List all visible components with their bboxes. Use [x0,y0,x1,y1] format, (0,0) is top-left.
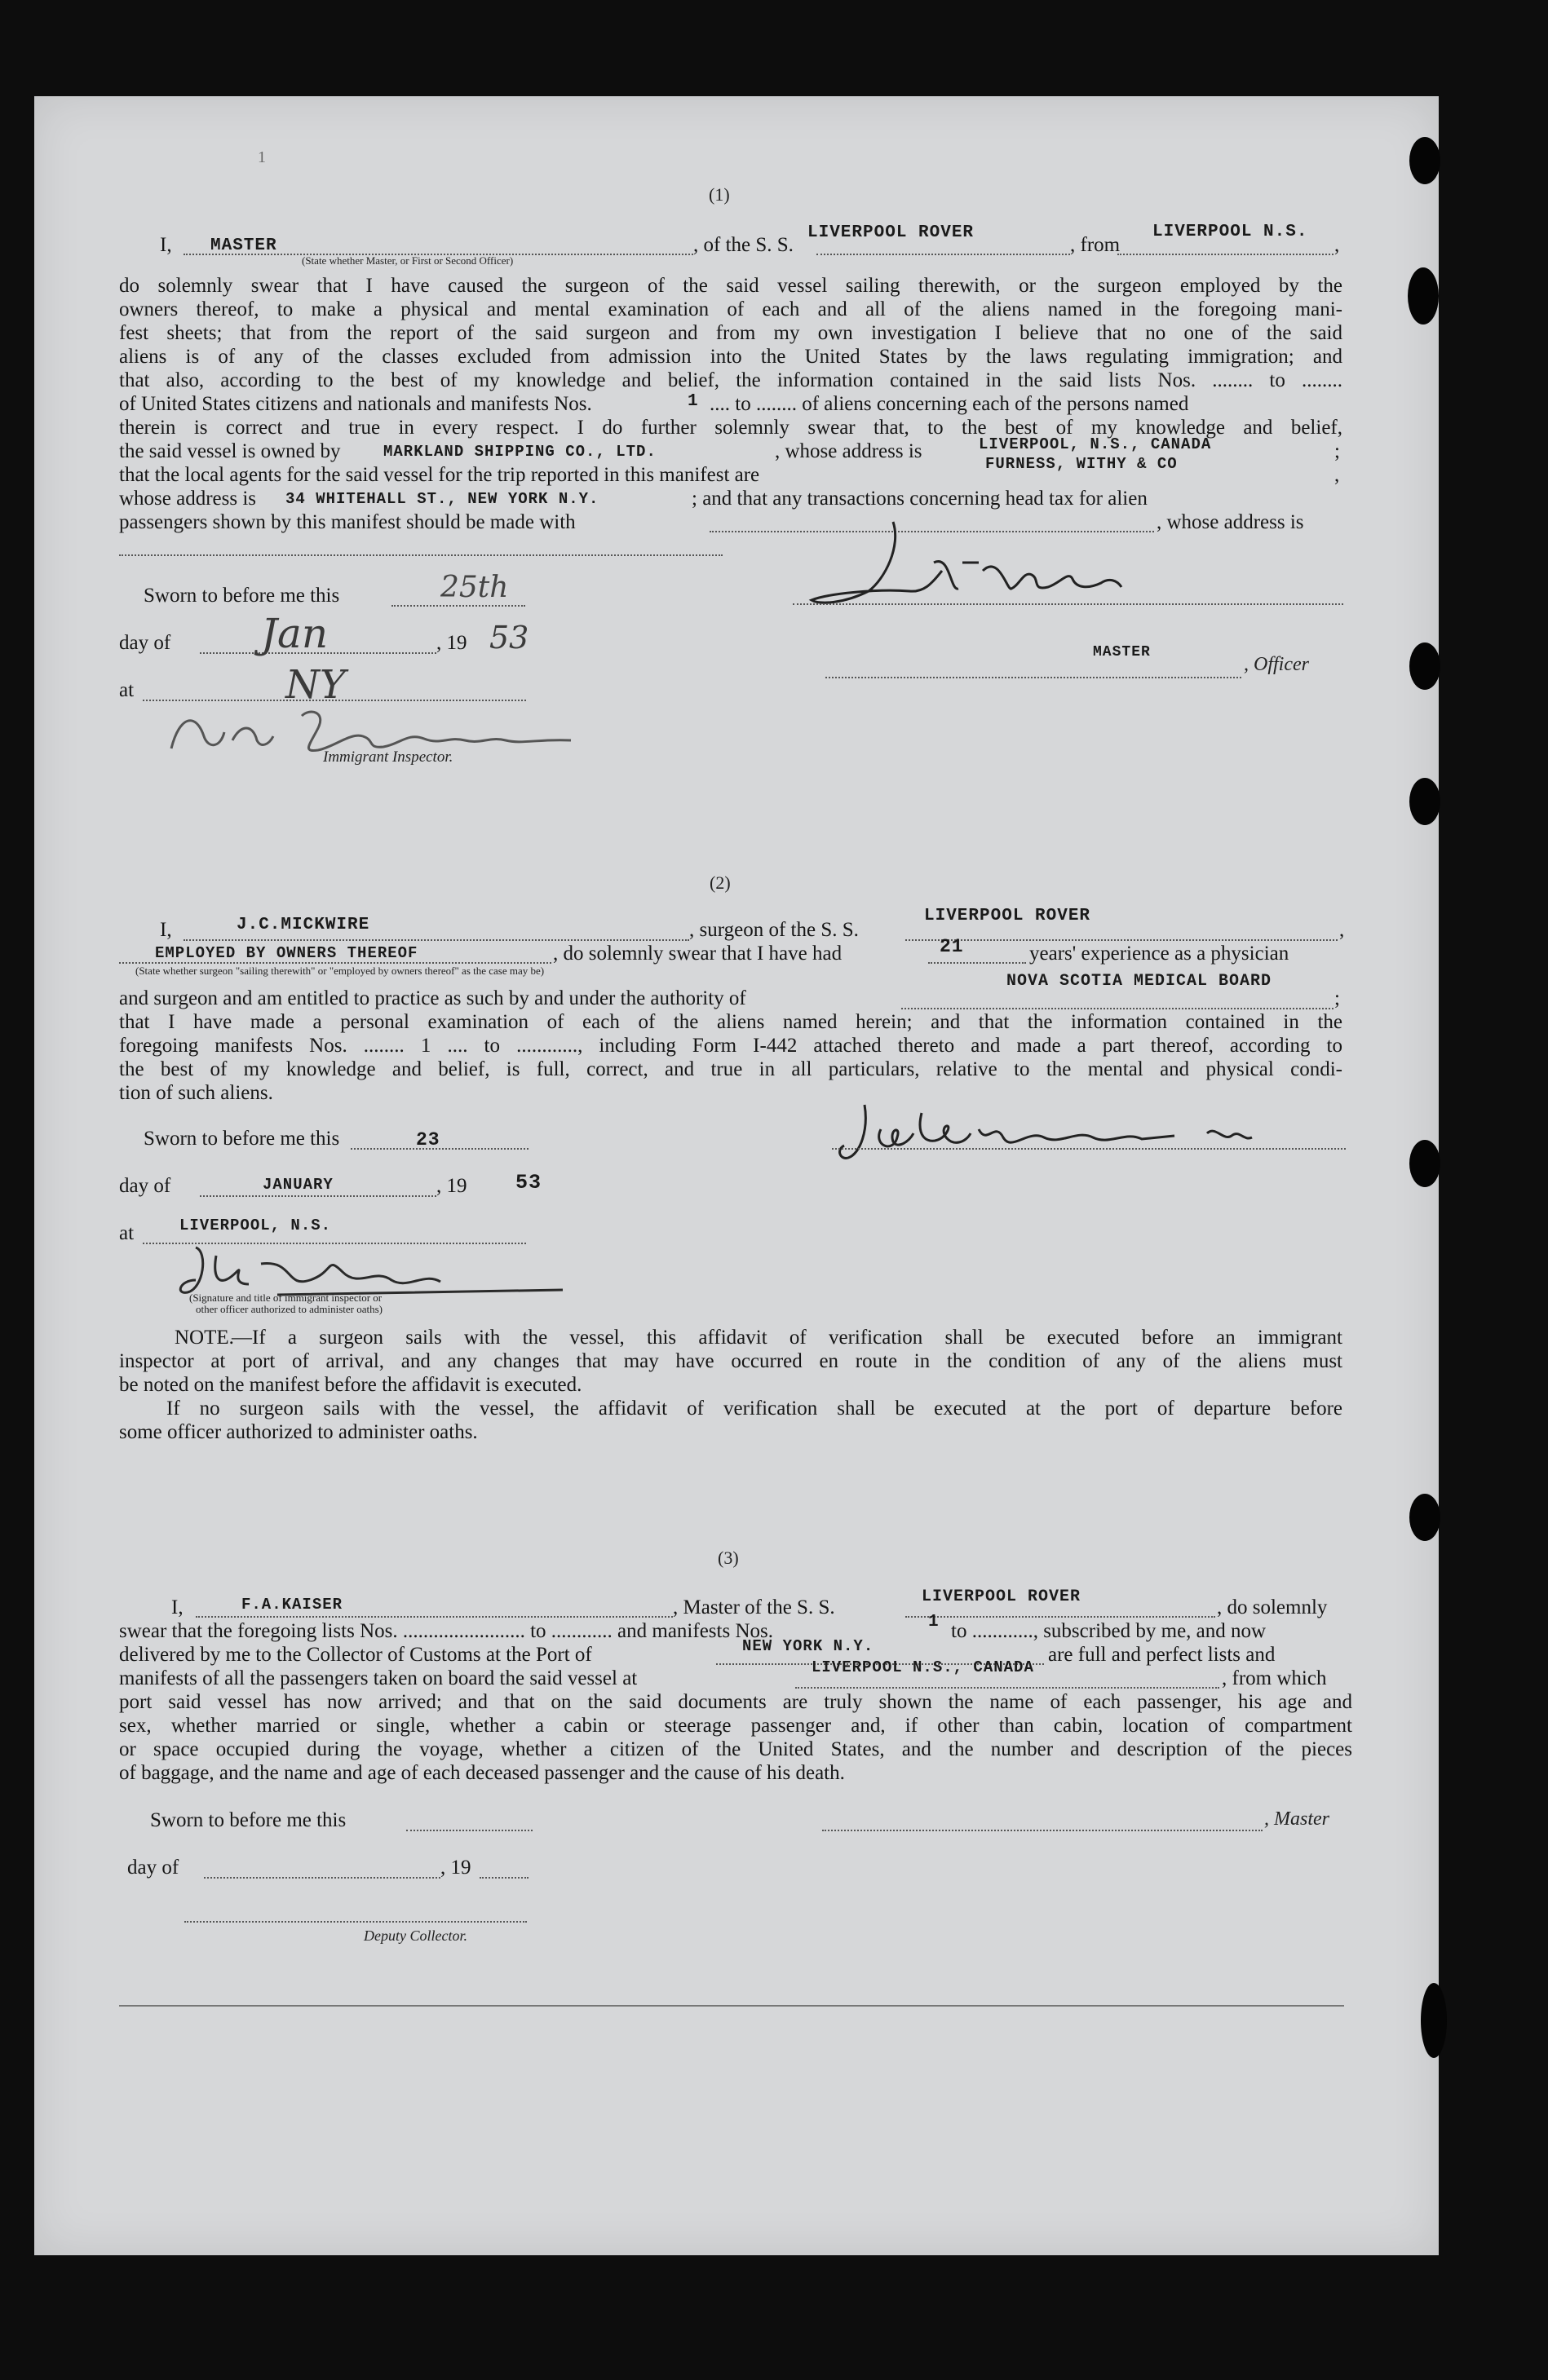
passengers-b: , whose address is [1157,511,1304,533]
ship-name-value: LIVERPOOL ROVER [807,223,975,242]
dotted-line [928,962,1026,964]
dotted-line [816,254,1070,255]
passengers-a: passengers shown by this manifest should be made with [119,511,576,533]
dotted-line [184,939,689,941]
sec2-swear: , do solemnly swear that I have had [553,943,843,965]
dotted-line [793,603,1343,605]
sec2-authority-c: ; [1334,987,1340,1009]
citizens-a: of United States citizens and nationals and manifests Nos. [119,393,592,415]
day-of-label-1: day of [119,632,171,654]
sec1-therein: therein is correct and true in every respect. I do further solemnly swear that, to the best of my knowledge and belief, [119,417,1342,439]
dotted-line [795,1687,1219,1689]
collector-label: Deputy Collector. [364,1927,467,1944]
year-prefix-1: , 19 [436,632,467,654]
officer-title-value: MASTER [1093,644,1151,660]
authority-value: NOVA SCOTIA MEDICAL BOARD [1006,972,1272,991]
year-prefix-2: , 19 [436,1175,467,1197]
punch-hole [1409,642,1440,690]
dotted-line [184,1921,527,1923]
at-label-2: at [119,1222,135,1244]
dotted-line [905,939,1338,941]
dotted-line [391,605,525,607]
month-handwritten: Jan [261,610,329,657]
note-label: NOTE. [175,1327,234,1349]
dotted-line [406,1830,533,1831]
dotted-line [196,1616,673,1618]
at-place-value: LIVERPOOL, N.S. [179,1216,332,1234]
sec3-para-line: port said vessel has now arrived; and that on the said documents are truly shown the name of each passenger, his age and [119,1691,1352,1713]
dotted-line [204,1877,440,1879]
sec2-years-b: years' experience as a physician [1029,943,1289,965]
punch-hole [1408,267,1439,325]
year-handwritten: 53 [489,620,529,656]
sec1-para-line: aliens is of any of the classes excluded from admission into the United States by the laws regulating immigration; and [119,346,1342,368]
agents-a: that the local agents for the said vessel for the trip reported in this manifest are [119,464,760,486]
trailing-comma: , [1334,234,1340,256]
sec3-para-line: sex, whether married or single, whether a cabin or steerage passenger and, if other than cabin, location of compartment [119,1715,1352,1737]
dotted-line [825,677,1241,678]
surgeon-name-value: J.C.MICKWIRE [237,916,370,934]
year-prefix-3: , 19 [440,1857,471,1879]
whose-b: ; and that any transactions concerning head tax for alien [692,488,1148,510]
surgeon-signature [832,1097,1354,1170]
sec3-para-line: or space occupied during the voyage, whether a citizen of the United States, and the number and description of the pieces [119,1738,1352,1760]
year-value: 53 [515,1171,542,1194]
day-of-label-3: day of [127,1857,179,1879]
sec3-manifests-a: manifests of all the passengers taken on board the said vessel at [119,1667,638,1689]
punch-hole [1409,137,1440,184]
sec1-i: I, [160,234,172,256]
employed-caption: (State whether surgeon "sailing therewith" or "employed by owners thereof" as the case may be) [135,965,545,977]
stray-digit: 1 [258,148,266,166]
master-label: , Master [1264,1808,1329,1830]
dotted-line [901,1008,1333,1009]
punch-hole [1421,1983,1447,2058]
sec2-i: I, [160,919,172,941]
officer-label: , Officer [1244,654,1309,675]
dotted-line [119,962,551,964]
sec2-last: tion of such aliens. [119,1082,273,1104]
sec3-ship-value: LIVERPOOL ROVER [922,1587,1081,1606]
sworn-day-value: 23 [416,1129,440,1150]
owned-c: ; [1334,440,1340,462]
employed-value: EMPLOYED BY OWNERS THEREOF [155,944,418,962]
sec1-para-line: owners thereof, to make a physical and mental examination of each and all of the aliens named in the foregoing mani- [119,298,1342,320]
sec1-para-line: fest sheets; that from the report of the said surgeon and from my own investigation I believe that no one of the said [119,322,1342,344]
at-handwritten: NY [285,662,346,708]
sec2-trail: , [1339,919,1345,941]
whose-a: whose address is [119,488,257,510]
manifest-no-value: 1 [688,392,699,411]
sworn-day-handwritten: 25th [440,571,509,604]
dotted-line [200,1195,436,1197]
sworn-label-1: Sworn to before me this [144,585,340,607]
owner-address-value: LIVERPOOL, N.S., CANADA [979,435,1212,453]
note2-line-2: some officer authorized to administer oaths. [119,1421,478,1443]
sig-caption-1: (Signature and title of immigrant inspector or [189,1292,383,1304]
embark-place-value: LIVERPOOL N.S., CANADA [812,1658,1034,1676]
sec1-para-line: that also, according to the best of my knowledge and belief, the information contained in the said lists Nos. ........ to ........ [119,369,1342,391]
master-of: , Master of the S. S. [673,1596,835,1618]
dotted-line [822,1830,1263,1831]
month-value: JANUARY [263,1176,334,1194]
surgeon-of: , surgeon of the S. S. [689,919,859,941]
years-value: 21 [940,936,964,957]
sec3-last: of baggage, and the name and age of each deceased passenger and the cause of his death. [119,1762,845,1784]
local-agents-value: FURNESS, WITHY & CO [985,455,1178,473]
sec1-para-line: do solemnly swear that I have caused the surgeon of the said vessel sailing therewith, or the surgeon employed by the [119,275,1342,297]
section-3-number: (3) [718,1548,739,1568]
note-line: be noted on the manifest before the affidavit is executed. [119,1374,582,1396]
sec2-authority-a: and surgeon and am entitled to practice as such by and under the authority of [119,987,746,1009]
punch-hole [1409,1494,1440,1541]
from-label: , from [1070,234,1121,256]
note-line: inspector at port of arrival, and any changes that may have occurred en route in the condition of any of the aliens must [119,1350,1342,1372]
at-label-1: at [119,679,135,701]
dotted-line [1117,254,1333,255]
agent-address-value: 34 WHITEHALL ST., NEW YORK N.Y. [285,490,599,508]
punch-hole [1409,1140,1440,1187]
sig-caption-2: other officer authorized to administer oaths) [196,1303,383,1315]
sec2-para-line: that I have made a personal examination of each of the aliens named herein; and that the information contained in the [119,1011,1342,1033]
sec3-manifests-b: , from which [1222,1667,1327,1689]
sec3-manifest-no: 1 [928,1613,940,1632]
master-name-value: F.A.KAISER [241,1596,343,1614]
sec2-para-line: the best of my knowledge and belief, is full, correct, and true in all particulars, relative to the mental and physical condi- [119,1058,1342,1080]
inspector-label: Immigrant Inspector. [323,748,453,766]
sec3-lists-a: swear that the foregoing lists Nos. ........................ to ............ and manifests Nos. [119,1620,773,1642]
sec3-delivered-b: are full and perfect lists and [1048,1644,1276,1666]
note-line-1: —If a surgeon sails with the vessel, this affidavit of verification shall be executed before an immigrant [232,1327,1342,1349]
sec3-i: I, [171,1596,184,1618]
sec3-solemnly: , do solemnly [1217,1596,1328,1618]
day-of-label-2: day of [119,1175,171,1197]
rank-caption: (State whether Master, or First or Second Officer) [302,254,514,267]
sec2-ship-value: LIVERPOOL ROVER [924,907,1091,925]
section-2-number: (2) [710,872,731,893]
note2-line-1: If no surgeon sails with the vessel, the affidavit of verification shall be executed at the port of departure before [166,1398,1342,1420]
punch-hole [1409,778,1440,825]
owned-a: the said vessel is owned by [119,440,341,462]
from-port-value: LIVERPOOL N.S. [1152,223,1308,241]
port-value: NEW YORK N.Y. [742,1637,874,1655]
sec3-lists-b: to ............, subscribed by me, and now [951,1620,1267,1642]
officer-rank-value: MASTER [210,236,277,255]
citizens-b: .... to ........ of aliens concerning each of the persons named [710,393,1189,415]
of-the-ss: , of the S. S. [693,234,794,256]
section-1-number: (1) [709,184,730,205]
sworn-label-2: Sworn to before me this [144,1128,340,1150]
dotted-line [905,1616,1215,1618]
dotted-line [480,1877,529,1879]
vessel-owner-value: MARKLAND SHIPPING CO., LTD. [383,443,657,461]
dotted-line [119,554,723,556]
owned-b: , whose address is [775,440,922,462]
bottom-rule [119,2005,1344,2007]
sec2-para-line: foregoing manifests Nos. ........ 1 .... to ............, including Form I-442 attached thereto and made a part thereof, according to [119,1035,1342,1057]
sworn-label-3: Sworn to before me this [150,1809,347,1831]
sec3-delivered-a: delivered by me to the Collector of Customs at the Port of [119,1644,592,1666]
dotted-line [832,1148,1346,1150]
agents-c: , [1334,464,1340,486]
